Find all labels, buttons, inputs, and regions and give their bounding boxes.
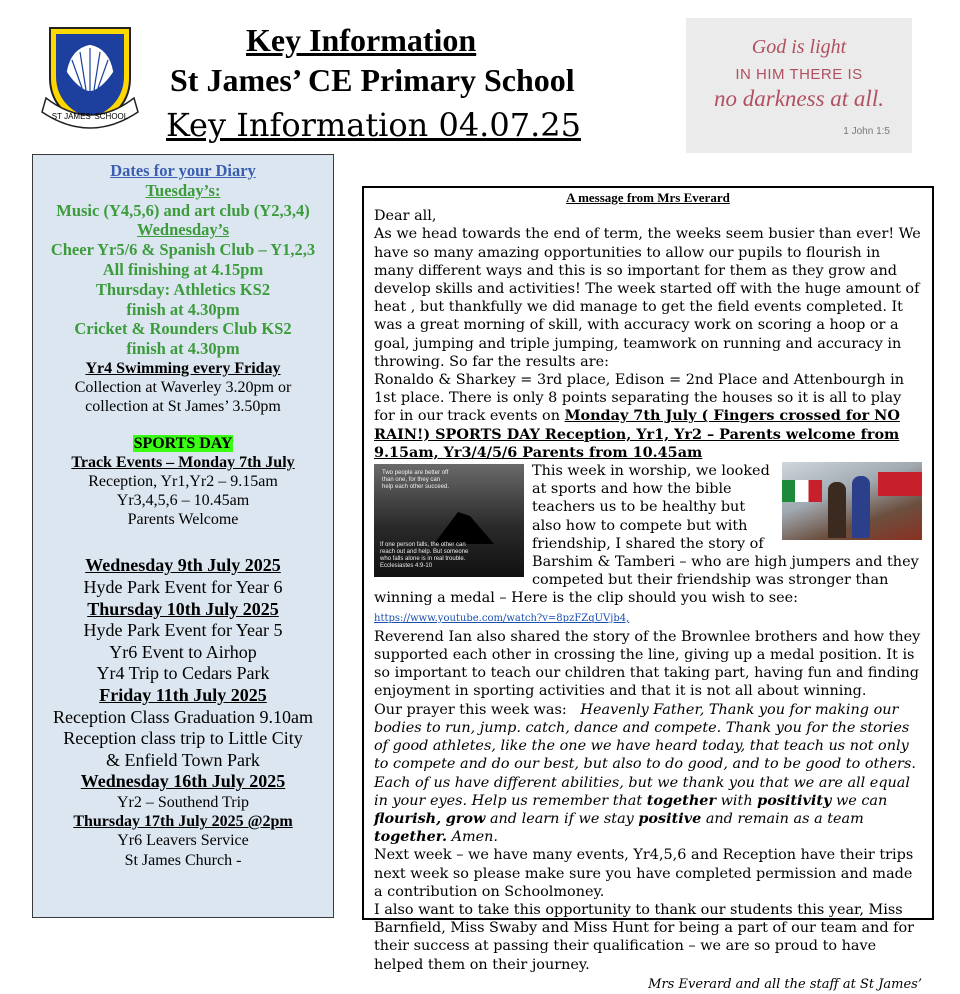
italy-flag	[782, 480, 822, 502]
greeting: Dear all,	[374, 208, 437, 225]
cricket-line-1: Cricket & Rounders Club KS2	[74, 319, 292, 339]
results-text: Ronaldo & Sharkey = 3rd place, Edison = 2nd Place and Attenbourgh in 1st place. There is only 8 points separating the houses so it is all to play for in our track events on	[374, 372, 905, 425]
prayer-word-we-can: we can	[835, 792, 888, 809]
climbers-silhouette	[434, 504, 494, 544]
swimming-label: Yr4 Swimming every Friday	[85, 359, 281, 377]
track-events-label: Track Events – Monday 7th July	[71, 453, 295, 471]
swimming-line-2: collection at St James’ 3.50pm	[85, 398, 281, 416]
track-line-3: Parents Welcome	[127, 511, 239, 529]
prayer-text: Heavenly Father, Thank you for making our bodies to run, jump. catch, dance and compete. Thank you for the stories of good athletes, like the one we have heard today, that teach us not only to compete and do our best, but also to do good, and to be good to others. Each of us have different abilities, but we thank you that we are all equal in your eyes. Help us remember that	[374, 701, 916, 809]
prayer-word-positive: positive	[638, 809, 702, 827]
quote-top-text: Two people are better off than one, for they can help each other succeed.	[382, 470, 450, 491]
wed16-line-1: Yr2 – Southend Trip	[116, 794, 250, 811]
wed16-label: Wednesday 16th July 2025	[80, 771, 286, 792]
fri11-line-3: & Enfield Town Park	[106, 749, 260, 770]
athletes-photo	[782, 462, 922, 540]
all-finishing: All finishing at 4.15pm	[102, 259, 264, 279]
youtube-link[interactable]: https://www.youtube.com/watch?v=8pzFZqUVjb4,	[374, 612, 630, 624]
track-line-1: Reception, Yr1,Yr2 – 9.15am	[88, 472, 278, 490]
thursday-line-2: finish at 4.30pm	[126, 299, 240, 319]
prayer-word-flourish: flourish,	[374, 809, 442, 827]
verse-image	[686, 18, 912, 153]
thu10-line-1: Hyde Park Event for Year 5	[83, 620, 283, 641]
prayer-intro: Our prayer this week was:	[374, 701, 567, 718]
fri11-label: Friday 11th July 2025	[99, 685, 267, 706]
diary-panel	[32, 154, 334, 918]
date-line: Key Information 04.07.25	[166, 106, 581, 144]
reverend-paragraph: Reverend Ian also shared the story of the Brownlee brothers and how they supported each other in crossing the line, giving up a medal position. It is so important to teach our children that taking part, having fun and finding enjoyment in sporting activities and that it is not all about winning.	[374, 628, 921, 700]
prayer-word-together-2: together.	[374, 828, 447, 846]
school-name: St James’ CE Primary School	[170, 62, 575, 98]
thu17-line-2: St James Church -	[124, 851, 242, 869]
thursday-line-1: Thursday: Athletics KS2	[95, 279, 271, 299]
thu17-line-1: Yr6 Leavers Service	[117, 832, 249, 850]
signoff: Mrs Everard and all the staff at St James’	[648, 976, 922, 992]
quote-bottom-text: If one person falls, the other can reach out and help. But someone who falls alone is in real trouble. Ecclesiastes 4:9-10	[380, 542, 469, 570]
prayer-word-learn: and learn if we stay	[489, 810, 634, 827]
message-title: A message from Mrs Everard	[566, 190, 730, 205]
prayer-word-remain: and remain as a team	[705, 810, 864, 827]
tuesday-text: Music (Y4,5,6) and art club (Y2,3,4)	[56, 200, 310, 220]
next-week-paragraph: Next week – we have many events, Yr4,5,6 and Reception have their trips next week so please make sure you have completed permission and made a contribution on Schoolmoney.	[374, 847, 914, 900]
prayer-word-together: together	[646, 791, 717, 809]
crest-banner-text: ST JAMES’ SCHOOL	[51, 112, 129, 121]
wed9-label: Wednesday 9th July 2025	[85, 555, 281, 576]
prayer-word-grow: grow	[445, 809, 486, 827]
wednesday-label: Wednesday’s	[137, 220, 229, 240]
worship-section	[374, 462, 922, 628]
sports-day-badge: SPORTS DAY	[133, 434, 233, 452]
athlete-figure-2	[852, 476, 870, 538]
thu10-label: Thursday 10th July 2025	[87, 598, 279, 619]
prayer-paragraph	[374, 701, 922, 847]
thu17-label: Thursday 17th July 2025 @2pm	[73, 813, 293, 831]
fri11-line-2: Reception class trip to Little City	[63, 728, 303, 749]
cricket-line-2: finish at 4.30pm	[126, 339, 240, 359]
verse-line-1: God is light	[751, 36, 847, 58]
friendship-quote-image	[374, 464, 524, 577]
wednesday-text: Cheer Yr5/6 & Spanish Club – Y1,2,3	[50, 240, 316, 260]
message-paragraph-1: As we head towards the end of term, the weeks seem busier than ever! We have so many amazing opportunities to allow our pupils to flourish in many different ways and this is so important for them as they grow and develop skills and activities! The week started off with the huge amount of heat , but thankfully we did manage to get the field events completed. It was a great morning of skill, with accuracy work on scoring a hoop or a goal, jumping and triple jumping, teamwork on running and accuracy in throwing. So far the results are:	[374, 226, 921, 370]
results-paragraph	[374, 371, 922, 462]
page-title: Key Information	[246, 22, 477, 58]
verse-line-3: no darkness at all.	[714, 86, 884, 111]
diary-heading: Dates for your Diary	[110, 161, 256, 180]
track-line-2: Yr3,4,5,6 – 10.45am	[116, 492, 250, 510]
prayer-word-with: with	[720, 792, 753, 809]
thanks-paragraph: I also want to take this opportunity to thank our students this year, Miss Barnfield, Miss Swaby and Miss Hunt for being a part of our team and for their success at passing their qualification – we are so proud to have helped them on their journey.	[374, 901, 915, 973]
verse-line-2: IN HIM THERE IS	[735, 66, 863, 83]
fri11-line-1: Reception Class Graduation 9.10am	[53, 706, 313, 727]
prayer-amen: Amen.	[451, 829, 498, 846]
thu10-line-3: Yr4 Trip to Cedars Park	[96, 663, 270, 684]
verse-reference: 1 John 1:5	[843, 126, 890, 137]
swimming-line-1: Collection at Waverley 3.20pm or	[74, 379, 292, 397]
wed9-line-1: Hyde Park Event for Year 6	[83, 577, 283, 598]
message-panel	[362, 186, 934, 992]
tuesday-label: Tuesday’s:	[145, 180, 221, 200]
qatar-flag	[878, 472, 922, 496]
school-crest-logo	[40, 20, 140, 130]
prayer-word-positivity: positivity	[757, 791, 832, 809]
worship-text: This week in worship, we looked at sports and how the bible teachers us to be healthy but also how to compete but with friendship, I shared the story of Barshim & Tamberi – who are high jumpers and they competed but their friendship was stronger than winning a medal – Here is the clip should you wish to see:	[374, 463, 919, 607]
thu10-line-2: Yr6 Event to Airhop	[109, 641, 257, 662]
sports-day-details: Monday 7th July ( Fingers crossed for NO RAIN!) SPORTS DAY Reception, Yr1, Yr2 – Parents welcome from 9.15am, Yr3/4/5/6 Parents from 10.45am	[374, 407, 900, 461]
athlete-figure-1	[828, 482, 846, 538]
